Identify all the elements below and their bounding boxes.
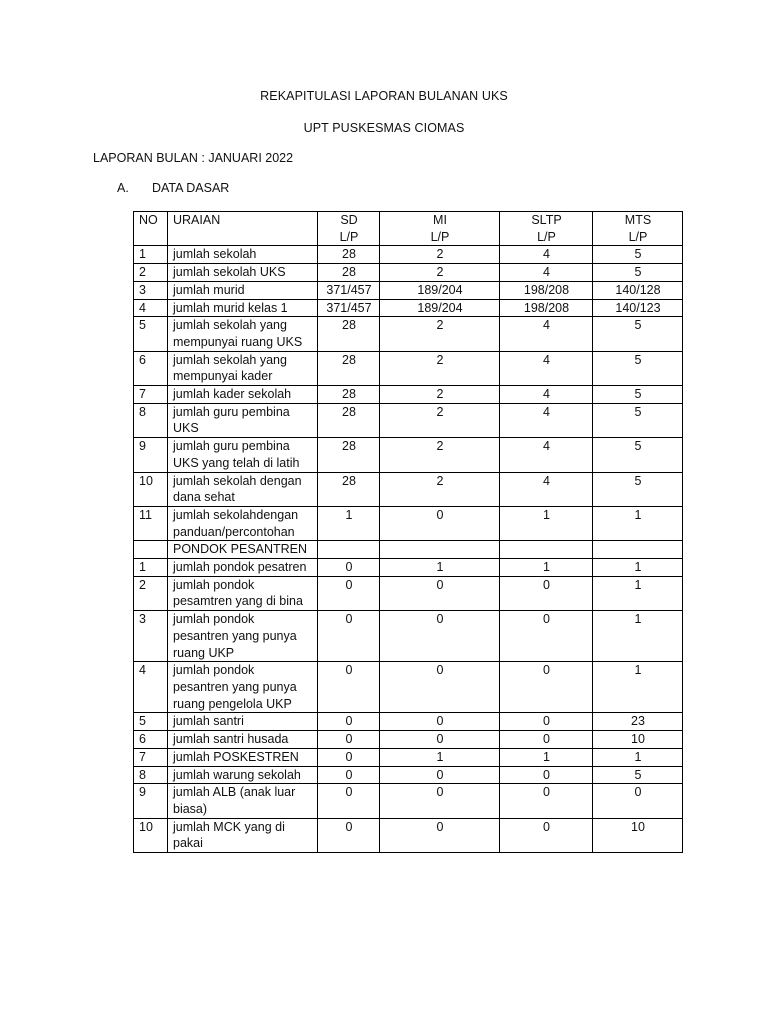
header-uraian: URAIAN [168, 212, 318, 246]
mts-cell: 140/123 [593, 299, 683, 317]
sd-cell: 371/457 [318, 299, 380, 317]
sd-cell: 0 [318, 559, 380, 577]
no-cell: 4 [134, 662, 168, 713]
header-sd-label: SD [340, 213, 358, 227]
sd-cell: 0 [318, 766, 380, 784]
no-cell: 9 [134, 784, 168, 818]
sd-cell: 0 [318, 611, 380, 662]
sd-cell: 28 [318, 472, 380, 506]
mi-cell: 0 [380, 576, 500, 610]
table-row [134, 506, 683, 540]
header-sd-lp: L/P [339, 229, 359, 244]
mi-cell: 0 [380, 818, 500, 852]
uraian-cell: jumlah MCK yang di pakai [168, 818, 318, 852]
table-header [134, 212, 683, 246]
no-cell: 11 [134, 506, 168, 540]
sd-cell: 28 [318, 386, 380, 404]
pondok-row [134, 576, 683, 610]
uraian-cell: jumlah kader sekolah [168, 386, 318, 404]
uraian-cell: jumlah santri husada [168, 731, 318, 749]
mi-cell: 0 [380, 611, 500, 662]
uraian-cell: jumlah pondok pesamtren yang di bina [168, 576, 318, 610]
subsection-label: PONDOK PESANTREN [168, 541, 318, 559]
sltp-cell: 0 [500, 731, 593, 749]
subsection-empty-cell [318, 541, 380, 559]
subsection-empty-cell [380, 541, 500, 559]
subsection-empty-cell [500, 541, 593, 559]
mi-cell: 0 [380, 506, 500, 540]
uraian-cell: jumlah guru pembina UKS [168, 403, 318, 437]
sltp-cell: 0 [500, 766, 593, 784]
pondok-row [134, 731, 683, 749]
document-title: REKAPITULASI LAPORAN BULANAN UKS [260, 89, 508, 103]
sltp-cell: 4 [500, 317, 593, 351]
no-cell: 7 [134, 748, 168, 766]
pondok-row [134, 748, 683, 766]
document-subtitle: UPT PUSKESMAS CIOMAS [303, 121, 465, 135]
mts-cell: 10 [593, 818, 683, 852]
subsection-no-cell [134, 541, 168, 559]
header-sltp-lp: L/P [537, 229, 556, 244]
table-row [134, 351, 683, 385]
mts-cell: 5 [593, 472, 683, 506]
uraian-cell: jumlah murid [168, 281, 318, 299]
mts-cell: 10 [593, 731, 683, 749]
sltp-cell: 4 [500, 264, 593, 282]
pondok-row [134, 766, 683, 784]
header-mts-label: MTS [624, 213, 652, 227]
table-row [134, 403, 683, 437]
table-row [134, 472, 683, 506]
mi-cell: 2 [380, 317, 500, 351]
sd-cell: 1 [318, 506, 380, 540]
sd-cell: 0 [318, 784, 380, 818]
no-cell: 5 [134, 713, 168, 731]
no-cell: 6 [134, 351, 168, 385]
mts-cell: 1 [593, 611, 683, 662]
mi-cell: 2 [380, 264, 500, 282]
mts-cell: 5 [593, 246, 683, 264]
uraian-cell: jumlah sekolah yang mempunyai ruang UKS [168, 317, 318, 351]
header-mi [380, 212, 500, 246]
sd-cell: 0 [318, 731, 380, 749]
table-row [134, 246, 683, 264]
uraian-cell: jumlah pondok pesantren yang punya ruang pengelola UKP [168, 662, 318, 713]
sd-cell: 28 [318, 246, 380, 264]
pondok-subsection [134, 541, 683, 559]
uraian-cell: jumlah pondok pesatren [168, 559, 318, 577]
no-cell: 3 [134, 611, 168, 662]
mi-cell: 0 [380, 766, 500, 784]
uraian-cell: jumlah murid kelas 1 [168, 299, 318, 317]
no-cell: 2 [134, 264, 168, 282]
sltp-cell: 1 [500, 559, 593, 577]
header-sd [318, 212, 380, 246]
sltp-cell: 4 [500, 438, 593, 472]
uraian-cell: jumlah guru pembina UKS yang telah di latih [168, 438, 318, 472]
sd-cell: 0 [318, 713, 380, 731]
sltp-cell: 0 [500, 576, 593, 610]
pondok-row [134, 611, 683, 662]
uraian-cell: jumlah sekolahdengan panduan/percontohan [168, 506, 318, 540]
table-header-row [134, 212, 683, 246]
sd-cell: 28 [318, 438, 380, 472]
sltp-cell: 0 [500, 784, 593, 818]
mts-cell: 5 [593, 766, 683, 784]
sd-cell: 371/457 [318, 281, 380, 299]
mts-cell: 5 [593, 403, 683, 437]
mts-cell: 5 [593, 351, 683, 385]
no-cell: 9 [134, 438, 168, 472]
header-mts [593, 212, 683, 246]
header-sltp [500, 212, 593, 246]
no-cell: 8 [134, 766, 168, 784]
header-no: NO [134, 212, 168, 246]
no-cell: 8 [134, 403, 168, 437]
no-cell: 10 [134, 472, 168, 506]
uraian-cell: jumlah sekolah UKS [168, 264, 318, 282]
mts-cell: 1 [593, 506, 683, 540]
mi-cell: 2 [380, 438, 500, 472]
sltp-cell: 4 [500, 246, 593, 264]
mts-cell: 0 [593, 784, 683, 818]
no-cell: 6 [134, 731, 168, 749]
uraian-cell: jumlah warung sekolah [168, 766, 318, 784]
mi-cell: 0 [380, 784, 500, 818]
pondok-row [134, 713, 683, 731]
mi-cell: 2 [380, 386, 500, 404]
table-row [134, 317, 683, 351]
uraian-cell: jumlah pondok pesantren yang punya ruang UKP [168, 611, 318, 662]
section-title: DATA DASAR [152, 181, 230, 195]
mi-cell: 2 [380, 351, 500, 385]
no-cell: 7 [134, 386, 168, 404]
header-mi-label: MI [433, 213, 447, 227]
sd-cell: 28 [318, 317, 380, 351]
header-sltp-label: SLTP [531, 213, 562, 227]
sltp-cell: 198/208 [500, 281, 593, 299]
uraian-cell: jumlah ALB (anak luar biasa) [168, 784, 318, 818]
mi-cell: 0 [380, 731, 500, 749]
sd-cell: 28 [318, 264, 380, 282]
pondok-table-body [134, 559, 683, 853]
no-cell: 2 [134, 576, 168, 610]
uraian-cell: jumlah sekolah yang mempunyai kader [168, 351, 318, 385]
mts-cell: 5 [593, 317, 683, 351]
sltp-cell: 0 [500, 662, 593, 713]
sd-cell: 28 [318, 403, 380, 437]
uraian-cell: jumlah sekolah dengan dana sehat [168, 472, 318, 506]
sltp-cell: 4 [500, 403, 593, 437]
no-cell: 1 [134, 246, 168, 264]
sltp-cell: 0 [500, 611, 593, 662]
sltp-cell: 4 [500, 386, 593, 404]
mts-cell: 1 [593, 748, 683, 766]
mts-cell: 5 [593, 264, 683, 282]
table-row [134, 386, 683, 404]
no-cell: 3 [134, 281, 168, 299]
mi-cell: 2 [380, 472, 500, 506]
mts-cell: 1 [593, 576, 683, 610]
table-row [134, 264, 683, 282]
sd-cell: 0 [318, 748, 380, 766]
mi-cell: 2 [380, 246, 500, 264]
report-period: LAPORAN BULAN : JANUARI 2022 [93, 151, 294, 165]
sd-cell: 28 [318, 351, 380, 385]
sd-cell: 0 [318, 662, 380, 713]
table-row [134, 299, 683, 317]
header-mts-lp: L/P [628, 229, 648, 244]
table-row [134, 438, 683, 472]
no-cell: 1 [134, 559, 168, 577]
mi-cell: 1 [380, 748, 500, 766]
uraian-cell: jumlah santri [168, 713, 318, 731]
section-number: A. [117, 181, 129, 195]
header-mi-lp: L/P [430, 229, 450, 244]
table-body [134, 246, 683, 541]
table-row [134, 281, 683, 299]
mi-cell: 189/204 [380, 299, 500, 317]
no-cell: 5 [134, 317, 168, 351]
pondok-row [134, 784, 683, 818]
mi-cell: 0 [380, 713, 500, 731]
mts-cell: 1 [593, 662, 683, 713]
uraian-cell: jumlah sekolah [168, 246, 318, 264]
mi-cell: 0 [380, 662, 500, 713]
mi-cell: 189/204 [380, 281, 500, 299]
sltp-cell: 4 [500, 472, 593, 506]
mts-cell: 5 [593, 438, 683, 472]
pondok-row [134, 559, 683, 577]
sd-cell: 0 [318, 576, 380, 610]
sltp-cell: 1 [500, 506, 593, 540]
mts-cell: 1 [593, 559, 683, 577]
subsection-row [134, 541, 683, 559]
mts-cell: 140/128 [593, 281, 683, 299]
no-cell: 10 [134, 818, 168, 852]
mts-cell: 5 [593, 386, 683, 404]
sltp-cell: 4 [500, 351, 593, 385]
mi-cell: 2 [380, 403, 500, 437]
subsection-empty-cell [593, 541, 683, 559]
pondok-row [134, 662, 683, 713]
no-cell: 4 [134, 299, 168, 317]
mts-cell: 23 [593, 713, 683, 731]
sltp-cell: 1 [500, 748, 593, 766]
sltp-cell: 198/208 [500, 299, 593, 317]
sd-cell: 0 [318, 818, 380, 852]
pondok-row [134, 818, 683, 852]
sltp-cell: 0 [500, 818, 593, 852]
sltp-cell: 0 [500, 713, 593, 731]
data-dasar-table [133, 211, 683, 853]
uraian-cell: jumlah POSKESTREN [168, 748, 318, 766]
mi-cell: 1 [380, 559, 500, 577]
